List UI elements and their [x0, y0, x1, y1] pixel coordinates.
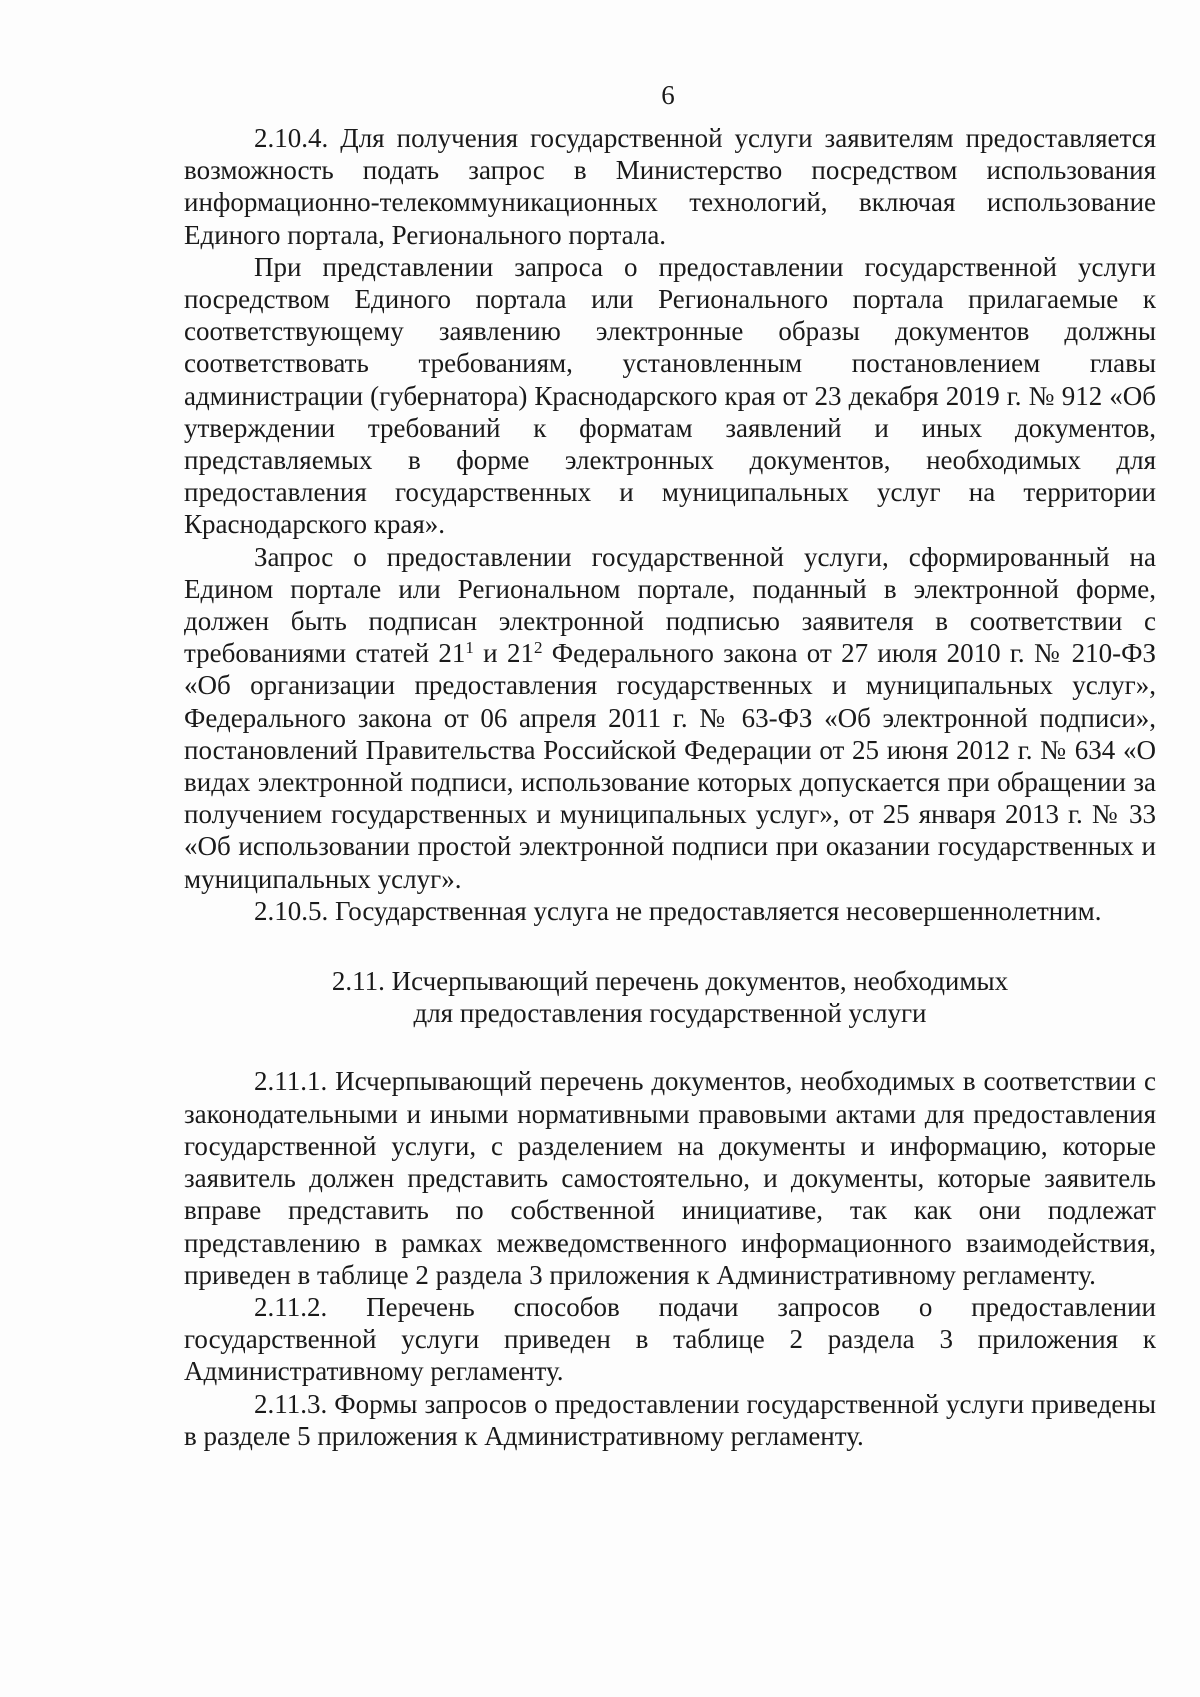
paragraph-2-11-2: 2.11.2. Перечень способов подачи запросов о предоставлении государственной услуги приведен в таблице 2 раздела 3 приложения к Административному регламенту.: [184, 1291, 1156, 1387]
superscript-2: 2: [533, 638, 543, 658]
document-body: [184, 122, 1156, 1452]
page-number: 6: [661, 80, 675, 110]
paragraph-2-10-5: 2.10.5. Государственная услуга не предоставляется несовершеннолетним.: [254, 895, 1102, 926]
paragraph-2-11-3: 2.11.3. Формы запросов о предоставлении государственной услуги приведены в разделе 5 приложения к Административному регламенту.: [184, 1388, 1156, 1451]
superscript-1: 1: [465, 638, 474, 658]
section-heading-2-11: [184, 965, 1156, 1029]
paragraph-2-11-1: 2.11.1. Исчерпывающий перечень документов, необходимых в соответствии с законодательными и иными нормативными правовыми актами для предоставления государственной услуги, с разделением на документы и информацию, которые заявитель должен представить самостоятельно, и документы, которые заявитель вправе представить по собственной инициативе, так как они подлежат представлению в рамках межведомственного информационного взаимодействия, приведен в таблице 2 раздела 3 приложения к Административному регламенту.: [184, 1066, 1156, 1290]
paragraph-2-10-4: 2.10.4. Для получения государственной услуги заявителям предоставляется возможность подать запрос в Министерство посредством использования информационно-телекоммуникационных технологий, включая использование Единого портала, Регионального портала.: [184, 123, 1156, 250]
paragraph-text-middle: и 21: [473, 638, 534, 669]
paragraph-2-10-4-continued: При представлении запроса о предоставлении государственной услуги посредством Единого портала или Регионального портала прилагаемые к соответствующему заявлению электронные образы документов должны соответствовать требованиям, установленным постановлением главы администрации (губернатора) Краснодарского края от 23 декабря 2019 г. № 912 «Об утверждении требований к форматам заявлений и иных документов, представляемых в форме электронных документов, необходимых для предоставления государственных и муниципальных услуг на территории Краснодарского края».: [184, 251, 1156, 540]
paragraph-text-before: Запрос о предоставлении государственной услуги, сформированный на Едином портале или Региональном портале, поданный в электронной форме, должен быть подписан электронной подписью заявителя в соответствии с требованиями статей 21: [184, 541, 1156, 669]
section-heading-line-1: 2.11. Исчерпывающий перечень документов, необходимых: [331, 966, 1009, 997]
paragraph-text-after: Федерального закона от 27 июля 2010 г. № 210-ФЗ «Об организации предоставления государственных и муниципальных услуг», Федерального закона от 06 апреля 2011 г. № 63-ФЗ «Об электронной подписи», постановлений Правительства Российской Федерации от 25 июня 2012 г. № 634 «О видах электронной подписи, использование которых допускается при обращении за получением государственных и муниципальных услуг», от 25 января 2013 г. № 33 «Об использовании простой электронной подписи при оказании государственных и муниципальных услуг».: [184, 638, 1156, 894]
paragraph-electronic-signature: [184, 541, 1156, 895]
section-heading-line-2: для предоставления государственной услуги: [413, 998, 927, 1029]
